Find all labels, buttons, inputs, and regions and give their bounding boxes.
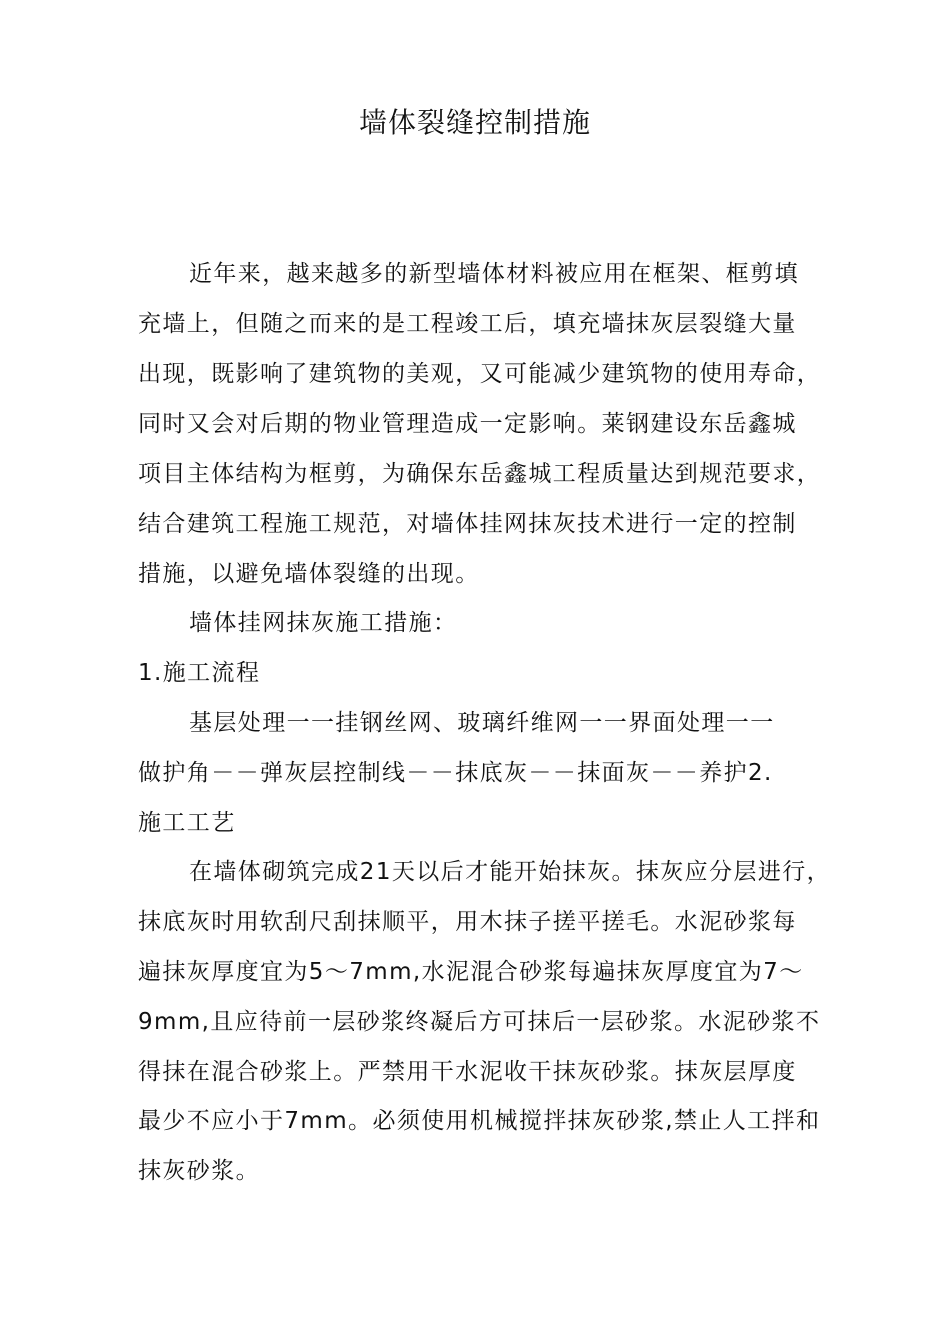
- paragraph-line: 措施，以避免墙体裂缝的出现。: [138, 561, 480, 587]
- paragraph-line: 抹底灰时用软刮尺刮抹顺平，用木抹子搓平搓毛。水泥砂浆每: [138, 909, 797, 935]
- paragraph-line: 遍抹灰厚度宜为5～7mm,水泥混合砂浆每遍抹灰厚度宜为7～: [138, 959, 804, 985]
- paragraph-line: 充墙上，但随之而来的是工程竣工后，填充墙抹灰层裂缝大量: [138, 311, 797, 337]
- paragraph-line: 最少不应小于7mm。必须使用机械搅拌抹灰砂浆,禁止人工拌和: [138, 1108, 821, 1134]
- paragraph-line: 得抹在混合砂浆上。严禁用干水泥收干抹灰砂浆。抹灰层厚度: [138, 1059, 797, 1085]
- paragraph-line: 结合建筑工程施工规范，对墙体挂网抹灰技术进行一定的控制: [138, 511, 797, 537]
- paragraph-line: 项目主体结构为框剪，为确保东岳鑫城工程质量达到规范要求，: [138, 461, 822, 487]
- paragraph-line: 抹灰砂浆。: [138, 1158, 260, 1184]
- document-title: 墙体裂缝控制措施: [358, 106, 591, 139]
- paragraph-line: 9mm,且应待前一层砂浆终凝后方可抹后一层砂浆。水泥砂浆不: [138, 1009, 821, 1035]
- paragraph-line: 出现，既影响了建筑物的美观，又可能减少建筑物的使用寿命，: [138, 361, 822, 387]
- paragraph-line: 近年来，越来越多的新型墙体材料被应用在框架、框剪填: [189, 261, 799, 287]
- subsection-heading: 1.施工流程: [138, 660, 261, 686]
- paragraph-line: 在墙体砌筑完成21天以后才能开始抹灰。抹灰应分层进行，: [189, 859, 832, 885]
- paragraph-line: 基层处理一一挂钢丝网、玻璃纤维网一一界面处理一一: [189, 710, 775, 736]
- paragraph-line: 做护角－－弹灰层控制线－－抹底灰－－抹面灰－－养护2.: [138, 760, 773, 786]
- paragraph-line: 同时又会对后期的物业管理造成一定影响。莱钢建设东岳鑫城: [138, 411, 797, 437]
- section-heading: 墙体挂网抹灰施工措施：: [189, 610, 458, 636]
- subsection-heading: 施工工艺: [138, 810, 236, 836]
